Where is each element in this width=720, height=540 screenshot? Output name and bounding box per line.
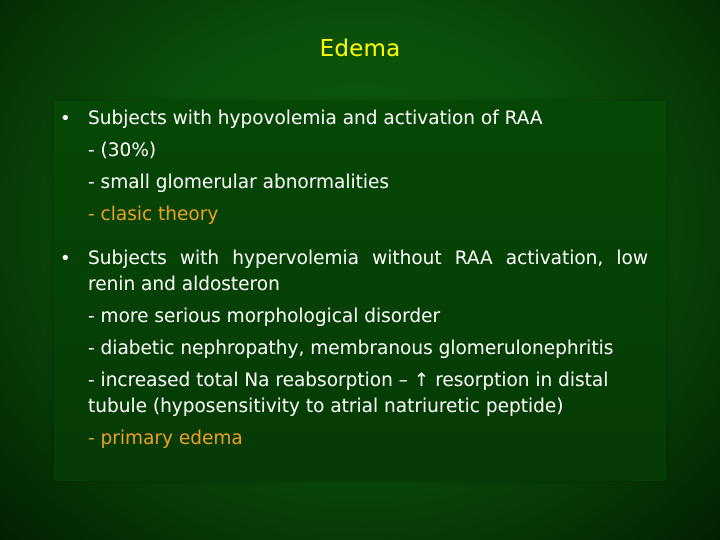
bullet-1-subline-1: - (30%) <box>88 140 157 161</box>
bullet-2-subline-3: - increased total Na reabsorption – ↑ resorption in distal <box>88 370 609 391</box>
slide-title: Edema <box>319 36 401 62</box>
bullet-2-subline-4: - primary edema <box>88 428 243 449</box>
content-box <box>54 101 666 481</box>
bullet-1-text: Subjects with hypovolemia and activation of RAA <box>88 108 543 129</box>
bullet-2-subline-2: - diabetic nephropathy, membranous glomerulonephritis <box>88 338 614 359</box>
bullet-1-subline-3: - clasic theory <box>88 204 219 225</box>
bullet-marker: • <box>60 108 71 129</box>
bullet-1-subline-2: - small glomerular abnormalities <box>88 172 390 193</box>
bullet-2-subline-1: - more serious morphological disorder <box>88 306 441 327</box>
bullet-marker: • <box>60 248 71 269</box>
bullet-2-text-cont: renin and aldosteron <box>88 274 280 295</box>
bullet-2-text: Subjects with hypervolemia without RAA activation, low <box>88 248 648 269</box>
bullet-2-subline-3-cont: tubule (hyposensitivity to atrial natriuretic peptide) <box>88 396 564 417</box>
